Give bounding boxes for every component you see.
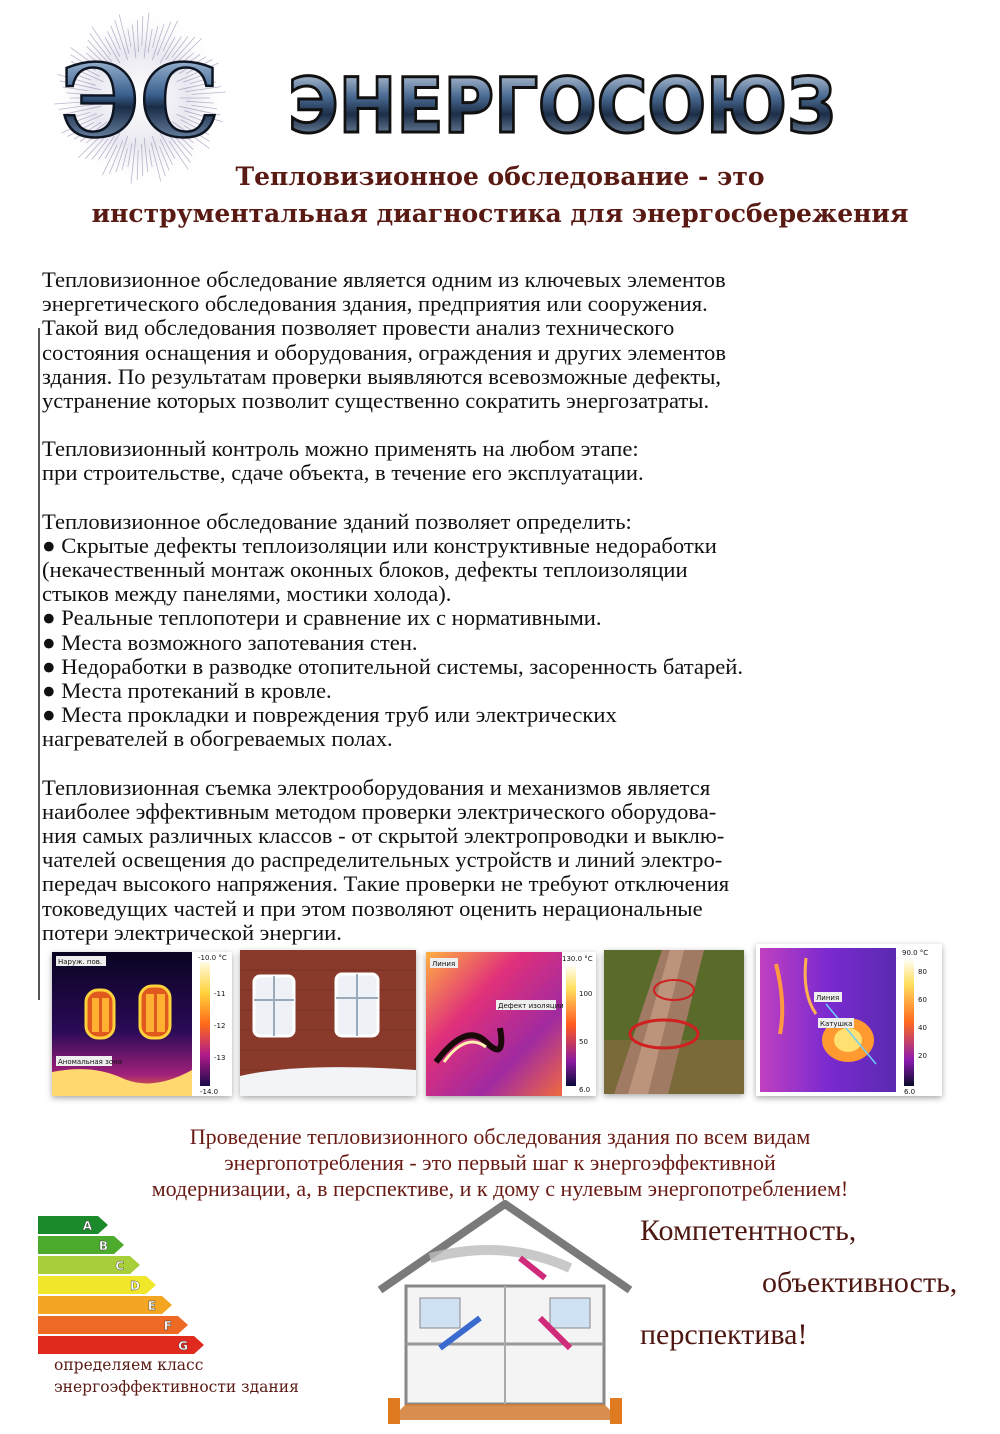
temperature-scale bbox=[200, 962, 210, 1086]
house-illustration bbox=[370, 1198, 640, 1426]
brand-name: ЭНЕРГОСОЮЗ bbox=[288, 61, 836, 148]
caption-line: определяем класс bbox=[54, 1356, 204, 1374]
scale-tick: 60 bbox=[918, 996, 927, 1004]
temperature-scale bbox=[904, 958, 914, 1086]
text-line: передач высокого напряжения. Такие проверки не требуют отключения bbox=[42, 871, 730, 897]
paragraph-stages bbox=[42, 437, 972, 485]
text-line: ния самых различных классов - от скрытой электропроводки и выклю- bbox=[42, 823, 725, 849]
brand-wordmark bbox=[282, 58, 842, 148]
logo-monogram: ЭС bbox=[60, 42, 220, 160]
scale-tick: 50 bbox=[579, 1038, 588, 1046]
list-item: ● Места возможного запотевания стен. bbox=[42, 629, 418, 655]
text-line: чателей освещения до распределительных устройств и линий электро- bbox=[42, 847, 723, 873]
scale-label: 6.0 bbox=[904, 1088, 916, 1096]
slogan-line-3: перспектива! bbox=[640, 1318, 808, 1351]
slogan-line-1: Компетентность, bbox=[640, 1214, 857, 1247]
list-item: ● Места протеканий в кровле. bbox=[42, 678, 332, 704]
ground-pipes bbox=[390, 1404, 620, 1420]
scale-tick: 80 bbox=[918, 968, 927, 976]
text-line: Тепловизионная съемка электрооборудования и механизмов является bbox=[42, 774, 711, 800]
energy-class-label: D bbox=[130, 1279, 140, 1293]
energy-class-label: A bbox=[82, 1219, 92, 1233]
conclusion-text bbox=[20, 1124, 980, 1202]
text-line: энергопотребления - это первый шаг к энергоэффективной bbox=[224, 1150, 776, 1175]
thermogram-windows bbox=[52, 952, 232, 1096]
photo-strip bbox=[0, 948, 1000, 1108]
text-line: нагревателей в обогреваемых полах. bbox=[42, 726, 393, 752]
scale-tick: 20 bbox=[918, 1052, 927, 1060]
scale-tick: -13 bbox=[214, 1054, 226, 1062]
thermo-label: Линия bbox=[816, 994, 840, 1002]
text-line: Проведение тепловизионного обследования здания по всем видам bbox=[189, 1124, 811, 1149]
window-left bbox=[86, 990, 114, 1038]
title-line-1: Тепловизионное обследование - это bbox=[235, 162, 765, 191]
paragraph-defects-list bbox=[42, 510, 972, 752]
body-text bbox=[42, 268, 972, 969]
list-item: ● Недоработки в разводке отопительной системы, засоренность батарей. bbox=[42, 653, 744, 679]
text-line: стыков между панелями, мостики холода). bbox=[42, 581, 452, 607]
energy-class-bar-c bbox=[38, 1256, 140, 1274]
text-line: энергетического обследования здания, предприятия или сооружения. bbox=[42, 291, 708, 317]
energy-class-label: B bbox=[98, 1239, 108, 1253]
thermo-label: Дефект изоляции bbox=[498, 1002, 564, 1010]
list-item: ● Реальные теплопотери и сравнение их с нормативными. bbox=[42, 605, 602, 631]
text-line: устранение которых позволит существенно сократить энергозатраты. bbox=[42, 388, 710, 414]
page-title bbox=[40, 158, 960, 232]
energy-class-label: E bbox=[147, 1299, 156, 1313]
text-line: модернизации, а, в перспективе, и к дому с нулевым энергопотреблением! bbox=[151, 1176, 849, 1201]
slogan-line-2: объективность, bbox=[762, 1266, 958, 1299]
text-line: Такой вид обследования позволяет провести анализ технического bbox=[42, 315, 675, 341]
text-line: состояния оснащения и оборудования, ограждения и других элементов bbox=[42, 339, 727, 365]
text-line: наиболее эффективным методом проверки электрического оборудова- bbox=[42, 798, 717, 824]
scale-label: -10.0 °C bbox=[198, 954, 227, 962]
text-line: при строительстве, сдаче объекта, в течение его эксплуатации. bbox=[42, 460, 644, 486]
title-line-2: инструментальная диагностика для энергосбережения bbox=[91, 199, 909, 228]
paragraph-intro bbox=[42, 268, 972, 413]
scale-label: 6.0 bbox=[579, 1086, 591, 1094]
energy-class-label: F bbox=[163, 1319, 172, 1333]
scale-tick: 40 bbox=[918, 1024, 927, 1032]
photo-rusty-pipe bbox=[604, 950, 744, 1094]
thermo-label: Аномальная зона bbox=[58, 1058, 122, 1066]
energy-class-scale bbox=[38, 1212, 338, 1362]
energy-class-caption bbox=[54, 1354, 374, 1398]
list-item: ● Места прокладки и повреждения труб или электрических bbox=[42, 702, 617, 728]
paragraph-electrical bbox=[42, 776, 972, 945]
text-line: потери электрической энергии. bbox=[42, 919, 342, 945]
text-line: Тепловизионное обследование является одним из ключевых элементов bbox=[42, 267, 726, 292]
scale-label: 130.0 °C bbox=[562, 955, 593, 963]
text-line: здания. По результатам проверки выявляются всевозможные дефекты, bbox=[42, 363, 722, 389]
left-rule bbox=[38, 328, 40, 1000]
energy-class-bar-a bbox=[38, 1216, 108, 1234]
text-line: Тепловизионное обследование зданий позволяет определить: bbox=[42, 508, 632, 534]
thermogram-pipe bbox=[426, 952, 596, 1096]
energy-class-label: G bbox=[178, 1339, 188, 1353]
text-line: (некачественный монтаж оконных блоков, дефекты теплоизоляции bbox=[42, 557, 688, 583]
scale-tick: -12 bbox=[214, 1022, 226, 1030]
text-line: Тепловизионный контроль можно применять на любом этапе: bbox=[42, 436, 639, 462]
scale-label: 90.0 °C bbox=[902, 949, 929, 957]
text-line: токоведущих частей и при этом позволяют оценить нерациональные bbox=[42, 895, 703, 921]
thermogram-coil bbox=[756, 944, 942, 1096]
scale-tick: 100 bbox=[579, 990, 593, 998]
temperature-scale bbox=[566, 964, 576, 1086]
energy-class-label: C bbox=[115, 1259, 124, 1273]
thermo-label: Наруж. пов. bbox=[58, 958, 103, 966]
thermo-label: Линия bbox=[432, 960, 456, 968]
caption-line: энергоэффективности здания bbox=[54, 1378, 299, 1396]
thermo-label: Катушка bbox=[820, 1020, 853, 1028]
energy-class-bar-b bbox=[38, 1236, 124, 1254]
list-item: ● Скрытые дефекты теплоизоляции или конструктивные недоработки bbox=[42, 532, 717, 558]
scale-label: -14.0 bbox=[200, 1088, 219, 1096]
window-right bbox=[140, 986, 170, 1038]
photo-brick-building bbox=[240, 950, 416, 1096]
scale-tick: -11 bbox=[214, 990, 226, 998]
